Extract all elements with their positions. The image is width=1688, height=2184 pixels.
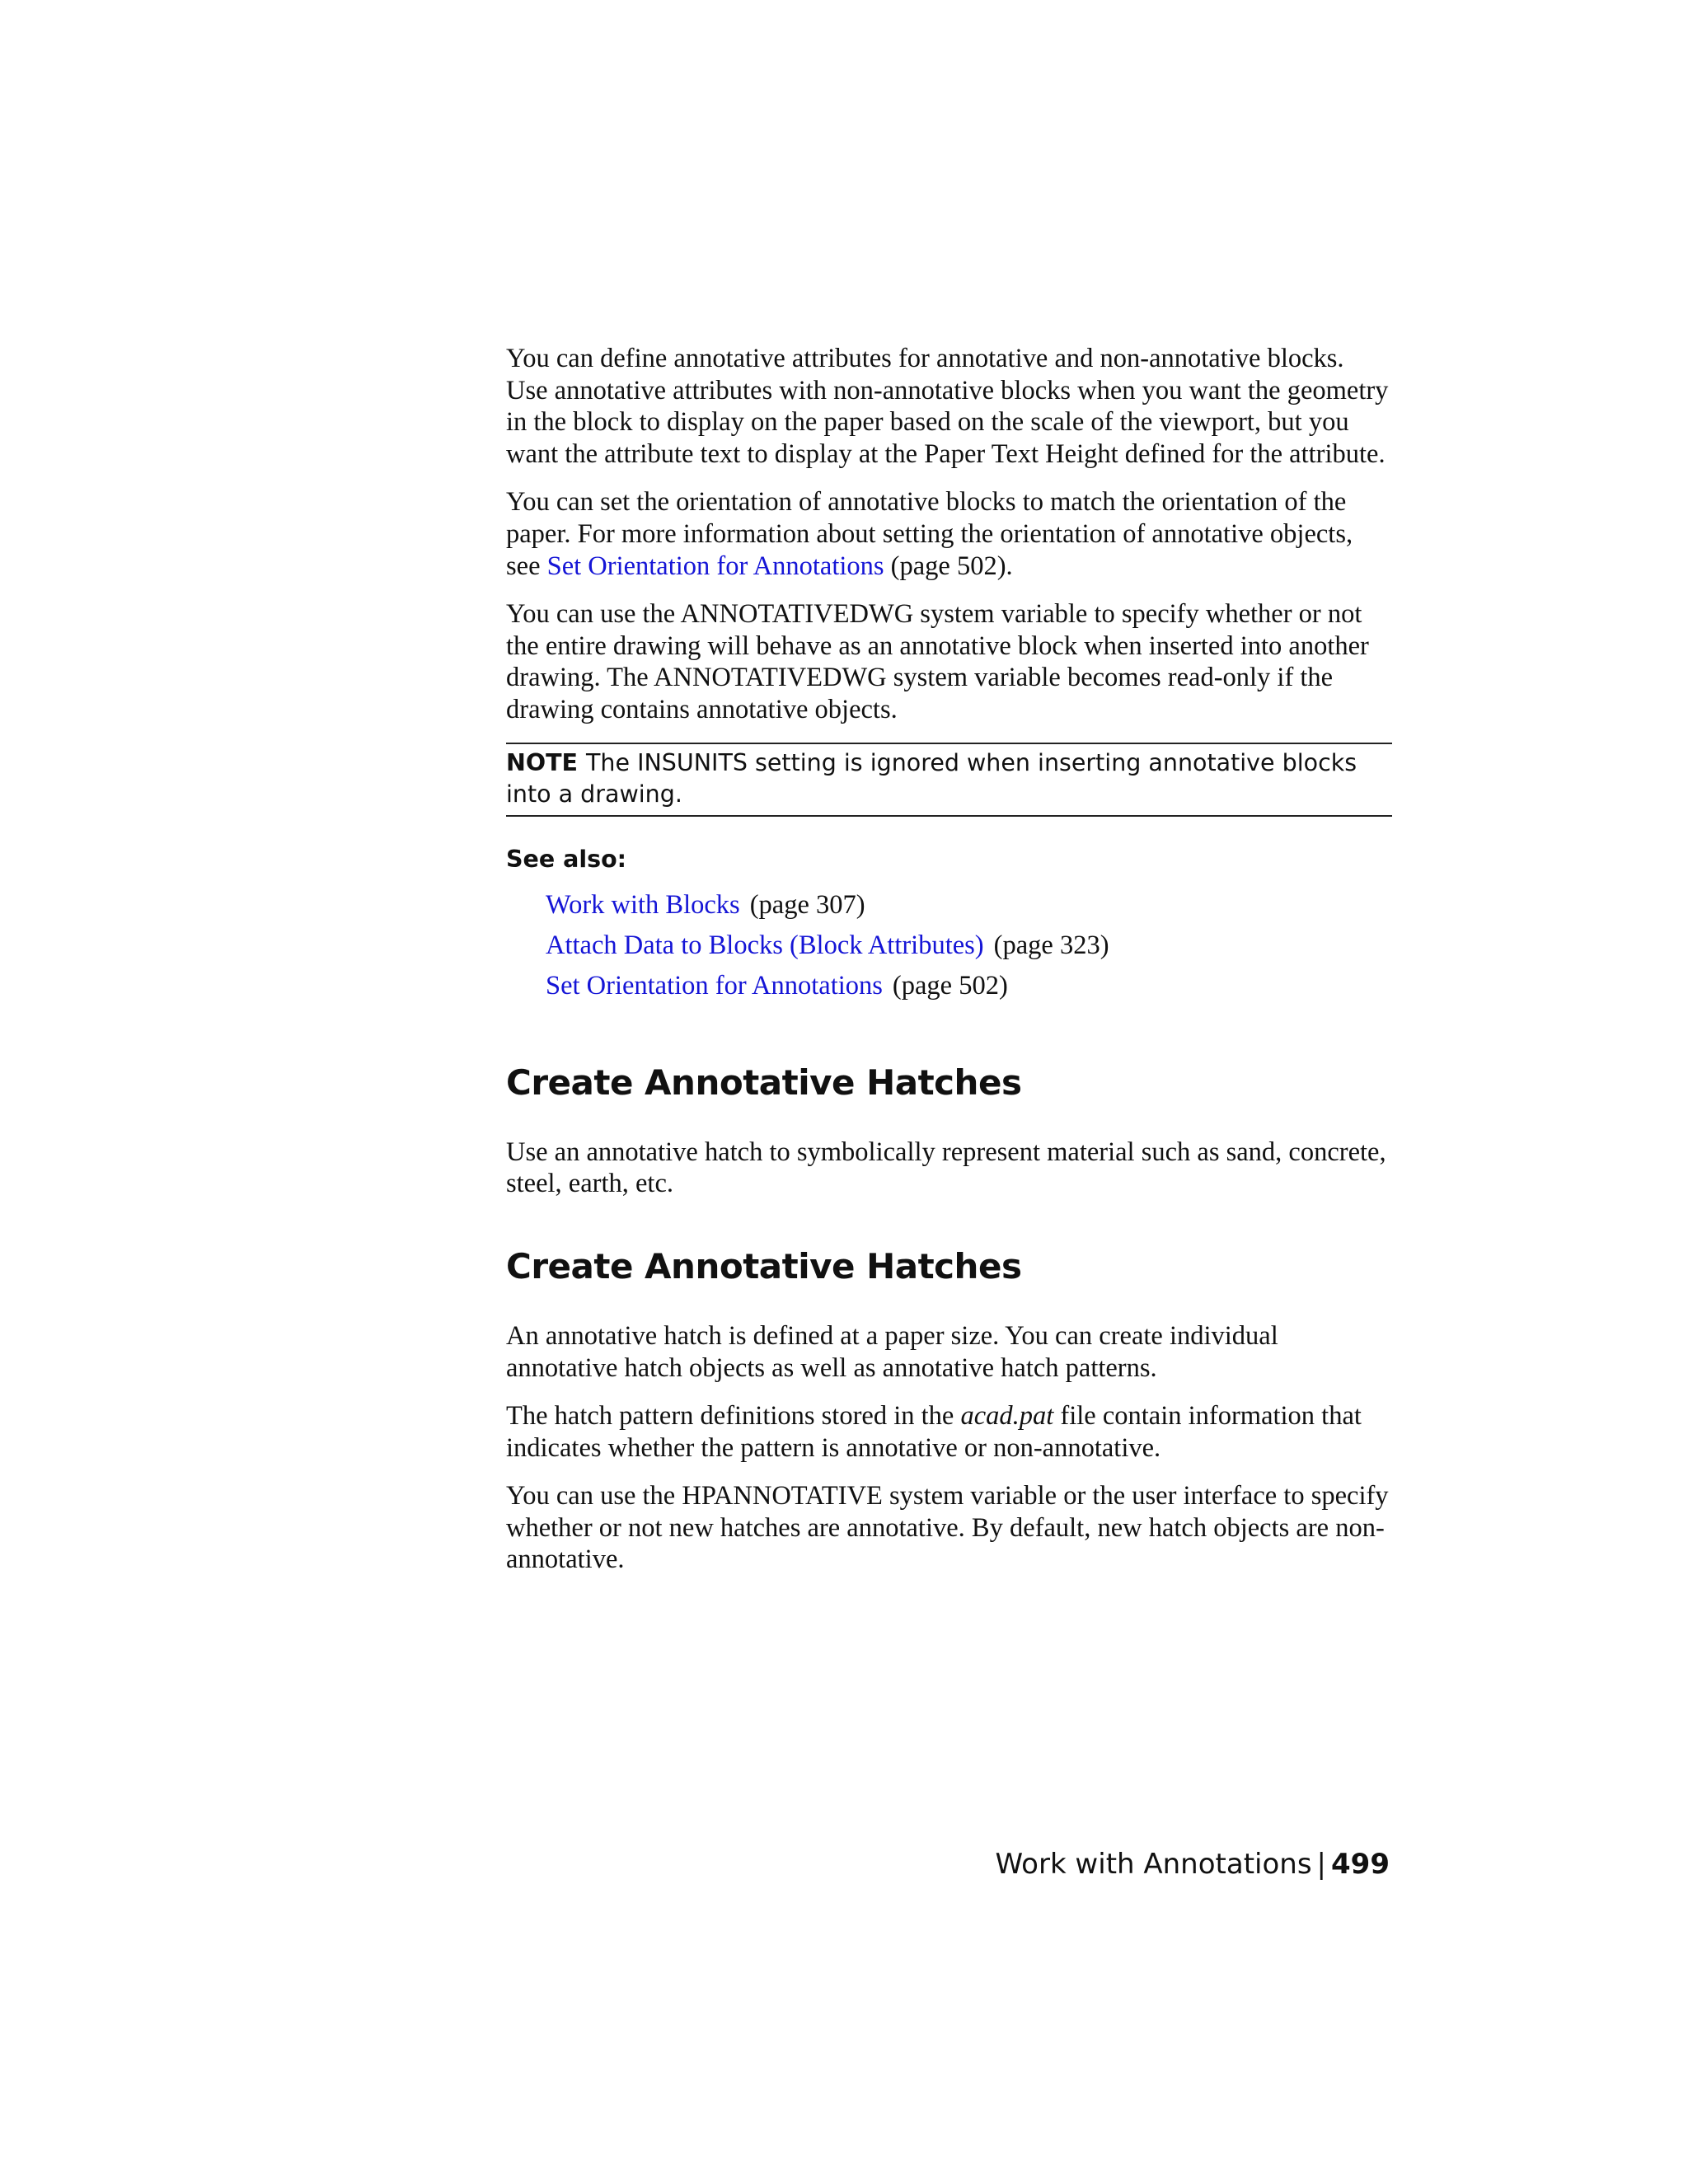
paragraph-text: You can set the orientation of annotative blocks to match the orientation of the paper. For more information about setting the orientation of annotative objects, see [506,487,1353,581]
paragraph-text: file contain information that indicates whether the pattern is annotative or non-annotative. [506,1401,1362,1463]
list-item [546,966,1392,1006]
link-attach-data-to-blocks[interactable]: Attach Data to Blocks (Block Attributes) [546,930,984,960]
page-footer [996,1848,1390,1881]
paragraph-hpannotative: You can use the HPANNOTATIVE system variable or the user interface to specify whether or not new hatches are annotative. By default, new hatch objects are non-annotative. [506,1481,1389,1575]
paragraph-annotative-attributes: You can define annotative attributes for annotative and non-annotative blocks. Use annotative attributes with non-annotative blocks when you want the geometry in the block to display on the paper based on the scale of the viewport, but you want the attribute text to display at the Paper Text Height defined for the attribute. [506,344,1389,469]
page-reference: (page 502) [892,970,1008,1001]
note-box [506,743,1392,817]
section-heading: Create Annotative Hatches [506,1062,1022,1103]
link-set-orientation-annotations[interactable]: Set Orientation for Annotations [546,970,883,1001]
page-reference: (page 323) [993,930,1109,960]
file-name: acad.pat [960,1401,1054,1432]
paragraph-hatch-pattern-definitions [506,1400,1392,1464]
section-heading: Create Annotative Hatches [506,1245,1022,1286]
paragraph-annotativedwg: You can use the ANNOTATIVEDWG system variable to specify whether or not the entire drawing will behave as an annotative block when inserted into another drawing. The ANNOTATIVEDWG system variable becomes read-only if the drawing contains annotative objects. [506,599,1369,724]
page-content [506,343,1392,1592]
list-item [546,885,1392,926]
page-number: 499 [1331,1848,1390,1881]
paragraph-hatch-paper-size: An annotative hatch is defined at a paper size. You can create individual annotative hatch objects as well as annotative hatch patterns. [506,1320,1278,1383]
see-also-heading: See also: [506,845,627,873]
paragraph-text: The hatch pattern definitions stored in the [506,1401,961,1432]
note-label: NOTE [506,748,578,776]
footer-separator: | [1316,1848,1327,1881]
list-item [546,926,1392,966]
paragraph-block-orientation [506,486,1392,582]
footer-title: Work with Annotations [995,1848,1312,1881]
note-text: The INSUNITS setting is ignored when inserting annotative blocks into a drawing. [506,748,1357,808]
link-set-orientation[interactable]: Set Orientation for Annotations [546,551,884,581]
paragraph-hatch-intro: Use an annotative hatch to symbolically represent material such as sand, concrete, steel, earth, etc. [506,1137,1386,1199]
see-also-list [506,885,1392,1006]
link-work-with-blocks[interactable]: Work with Blocks [546,889,740,920]
page-reference: (page 502). [884,551,1013,581]
page-reference: (page 307) [749,889,865,920]
